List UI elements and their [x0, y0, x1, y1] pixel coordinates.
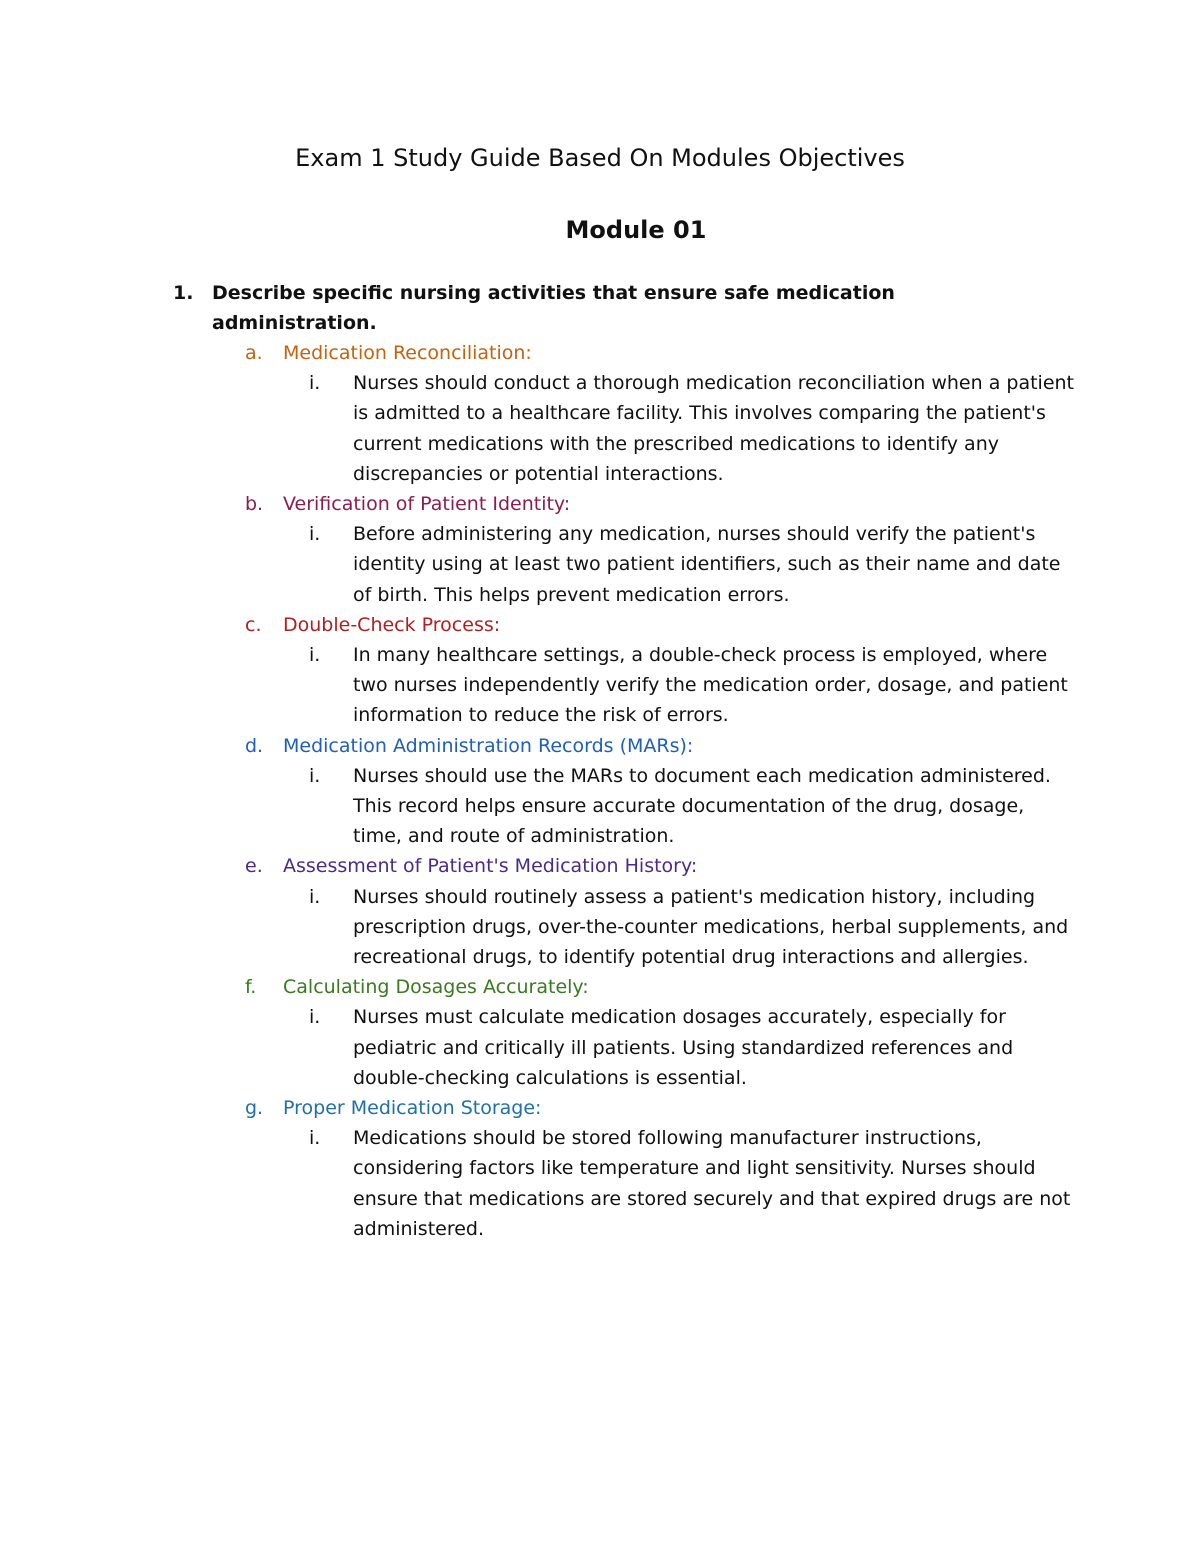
sub-item	[245, 761, 1075, 852]
sub-item-number: i.	[309, 372, 321, 395]
sub-item-text: In many healthcare settings, a double-check process is employed, where two nurses independently verify the medication order, dosage, and patient information to reduce the risk of errors.	[353, 644, 1068, 727]
item-letter: f.	[245, 976, 257, 999]
item-letter: b.	[245, 493, 264, 516]
sub-item-number: i.	[309, 1127, 321, 1150]
document-title: Exam 1 Study Guide Based On Modules Objectives	[295, 144, 905, 172]
item-heading-row	[245, 731, 1075, 761]
item-letter: c.	[245, 613, 262, 636]
list-item-b	[245, 489, 1075, 610]
sub-item-text: Medications should be stored following manufacturer instructions, considering factors like temperature and light sensitivity. Nurses should ensure that medications are stored securely and that expired drugs are not administered.	[353, 1127, 1071, 1240]
item-heading-row	[245, 610, 1075, 640]
sub-item-number: i.	[309, 644, 321, 667]
sub-item	[245, 882, 1075, 973]
list-item-g	[245, 1093, 1075, 1244]
answer-list	[245, 338, 1075, 1244]
sub-item	[245, 1002, 1075, 1093]
item-heading: Calculating Dosages Accurately:	[283, 976, 589, 999]
sub-item-text: Nurses should routinely assess a patient's medication history, including prescription drugs, over-the-counter medications, herbal supplements, and recreational drugs, to identify potential drug interactions and allergies.	[353, 885, 1069, 969]
item-letter: d.	[245, 734, 264, 757]
sub-item-text: Nurses must calculate medication dosages accurately, especially for pediatric and critically ill patients. Using standardized references and double-checking calculations is essential.	[353, 1006, 1014, 1089]
sub-item-number: i.	[309, 885, 321, 908]
item-heading-row	[245, 489, 1075, 519]
sub-item-text: Nurses should conduct a thorough medication reconciliation when a patient is admitted to a healthcare facility. This involves comparing the patient's current medications with the prescribed medications to identify any discrepancies or potential interactions.	[353, 372, 1074, 485]
sub-item-number: i.	[309, 523, 321, 546]
item-letter: a.	[245, 342, 263, 364]
list-item-d	[245, 731, 1075, 852]
module-heading: Module 01	[565, 216, 707, 244]
item-heading-row	[245, 851, 1075, 881]
sub-item	[245, 1123, 1075, 1244]
sub-item-text: Before administering any medication, nurses should verify the patient's identity using at least two patient identifiers, such as their name and date of birth. This helps prevent medication errors.	[353, 523, 1061, 606]
item-letter: e.	[245, 855, 263, 878]
item-letter: g.	[245, 1097, 264, 1120]
sub-item	[245, 519, 1075, 610]
item-heading: Assessment of Patient's Medication History:	[283, 855, 698, 878]
item-heading: Medication Administration Records (MARs):	[283, 734, 694, 757]
item-heading: Proper Medication Storage:	[283, 1097, 542, 1120]
question-number: 1.	[173, 282, 194, 304]
item-heading: Double-Check Process:	[283, 613, 501, 636]
question-text: Describe specific nursing activities that ensure safe medication administration.	[212, 282, 895, 335]
sub-item-number: i.	[309, 764, 321, 787]
list-item-e	[245, 851, 1075, 972]
list-item-c	[245, 610, 1075, 731]
question-1	[173, 278, 1053, 338]
sub-item-number: i.	[309, 1006, 321, 1029]
item-heading: Verification of Patient Identity:	[283, 493, 571, 516]
item-heading-row	[245, 1093, 1075, 1123]
list-item-a	[245, 338, 1075, 489]
item-heading-row	[245, 972, 1075, 1002]
item-heading: Medication Reconciliation:	[283, 342, 532, 364]
item-heading-row	[245, 338, 1075, 368]
sub-item	[245, 368, 1075, 489]
sub-item	[245, 640, 1075, 731]
list-item-f	[245, 972, 1075, 1093]
sub-item-text: Nurses should use the MARs to document each medication administered. This record helps ensure accurate documentation of the drug, dosage, time, and route of administration.	[353, 764, 1051, 848]
